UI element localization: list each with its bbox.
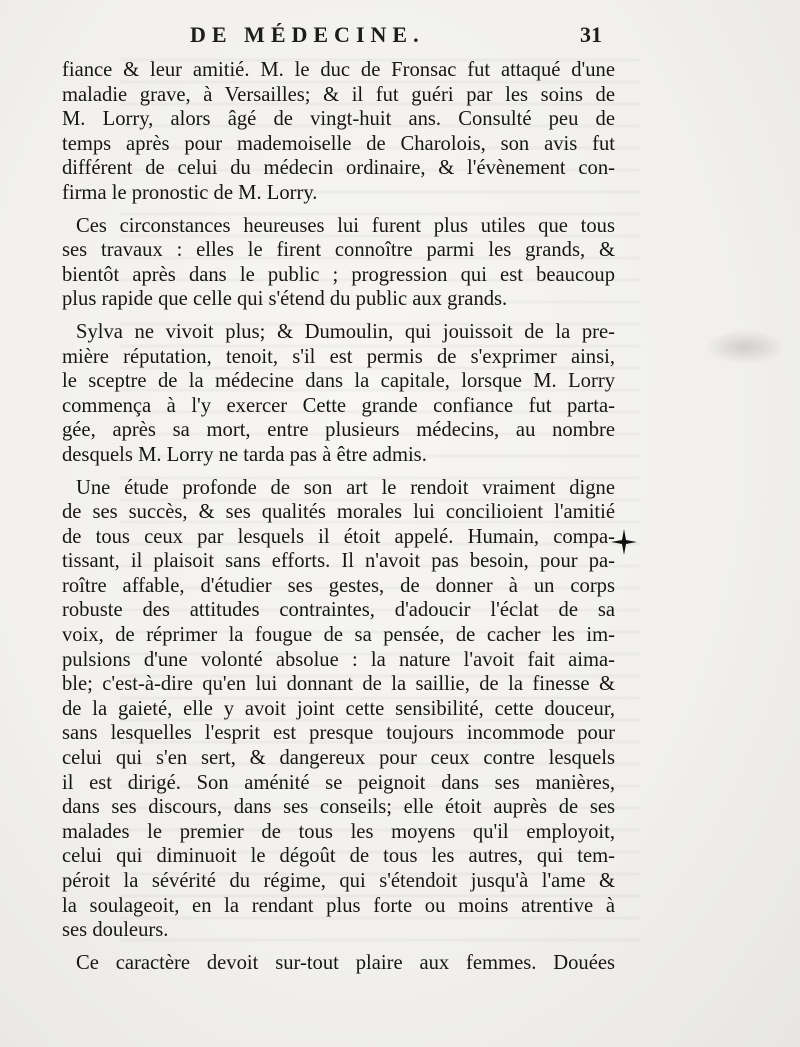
text-line: péroit la sévérité du régime, qui s'étendoit jusqu'à l'ame & xyxy=(62,870,615,892)
text-line: bientôt après dans le public ; progression qui est beaucoup xyxy=(62,263,615,286)
star-ornament-icon xyxy=(611,529,637,555)
text-line: voix, de réprimer la fougue de sa pensée, de cacher les im- xyxy=(62,624,615,647)
text-line: M. Lorry, alors âgé de vingt-huit ans. Consulté peu de xyxy=(62,108,615,131)
text-line: gée, après sa mort, entre plusieurs médecins, au nombre xyxy=(62,419,615,442)
text-line: temps après pour mademoiselle de Charolois, son avis fut xyxy=(62,132,615,155)
text-line: fiance & leur amitié. M. le duc de Fronsac fut attaqué d'une xyxy=(62,59,615,81)
text-line: robuste des attitudes contraintes, d'adoucir l'éclat de sa xyxy=(62,599,615,622)
text-line: desquels M. Lorry ne tarda pas à être admis. xyxy=(62,443,427,466)
body-text xyxy=(62,58,615,975)
page-number: 31 xyxy=(580,22,602,47)
text-line: malades le premier de tous les moyens qu'il employoit, xyxy=(62,820,615,843)
text-line: différent de celui du médecin ordinaire, & l'évènement con- xyxy=(62,157,615,180)
text-line: la soulageoit, en la rendant plus forte ou moins atrentive à xyxy=(62,894,615,917)
text-line: de la gaieté, elle y avoit joint cette sensibilité, cette douceur, xyxy=(62,697,615,720)
paper-stain xyxy=(705,330,785,364)
text-line: Ce caractère devoit sur-tout plaire aux femmes. Douées xyxy=(76,951,615,974)
text-line: il est dirigé. Son aménité se peignoit dans ses manières, xyxy=(62,771,615,794)
text-line: sans lesquelles l'esprit est presque toujours incommode pour xyxy=(62,722,615,745)
text-line: roître affable, d'étudier ses gestes, de donner à un corps xyxy=(62,574,615,597)
text-line: de tous ceux par lesquels il étoit appelé. Humain, compa- xyxy=(62,525,615,548)
text-line: ses travaux : elles le firent connoître parmi les grands, & xyxy=(62,239,615,262)
page-header xyxy=(60,22,620,54)
text-line: dans ses discours, dans ses conseils; elle étoit auprès de ses xyxy=(62,796,615,819)
text-line: celui qui diminuoit le dégoût de tous les autres, qui tem- xyxy=(62,845,615,868)
text-line: Sylva ne vivoit plus; & Dumoulin, qui jouissoit de la pre- xyxy=(76,320,615,343)
text-line: le sceptre de la médecine dans la capitale, lorsque M. Lorry xyxy=(62,370,615,393)
text-line: ble; c'est-à-dire qu'en lui donnant de la saillie, de la finesse & xyxy=(62,673,615,696)
text-line: firma le pronostic de M. Lorry. xyxy=(62,181,318,204)
text-line: ses douleurs. xyxy=(62,919,169,942)
text-line: mière réputation, tenoit, s'il est permis de s'exprimer ainsi, xyxy=(62,345,615,368)
running-head: DE MÉDECINE. xyxy=(190,22,425,47)
text-line: commença à l'y exercer Cette grande confiance fut parta- xyxy=(62,394,615,417)
text-line: plus rapide que celle qui s'étend du public aux grands. xyxy=(62,288,508,311)
text-line: pulsions d'une volonté absolue : la nature l'avoit fait aima- xyxy=(62,648,615,671)
text-line: de ses succès, & ses qualités morales lui concilioient l'amitié xyxy=(62,501,615,524)
text-line: Ces circonstances heureuses lui furent plus utiles que tous xyxy=(76,214,615,237)
text-line: maladie grave, à Versailles; & il fut guéri par les soins de xyxy=(62,83,615,106)
text-line: tissant, il plaisoit sans efforts. Il n'avoit pas besoin, pour pa- xyxy=(62,550,615,573)
text-line: celui qui s'en sert, & dangereux pour ceux contre lesquels xyxy=(62,747,615,770)
text-line: Une étude profonde de son art le rendoit vraiment digne xyxy=(76,476,615,499)
